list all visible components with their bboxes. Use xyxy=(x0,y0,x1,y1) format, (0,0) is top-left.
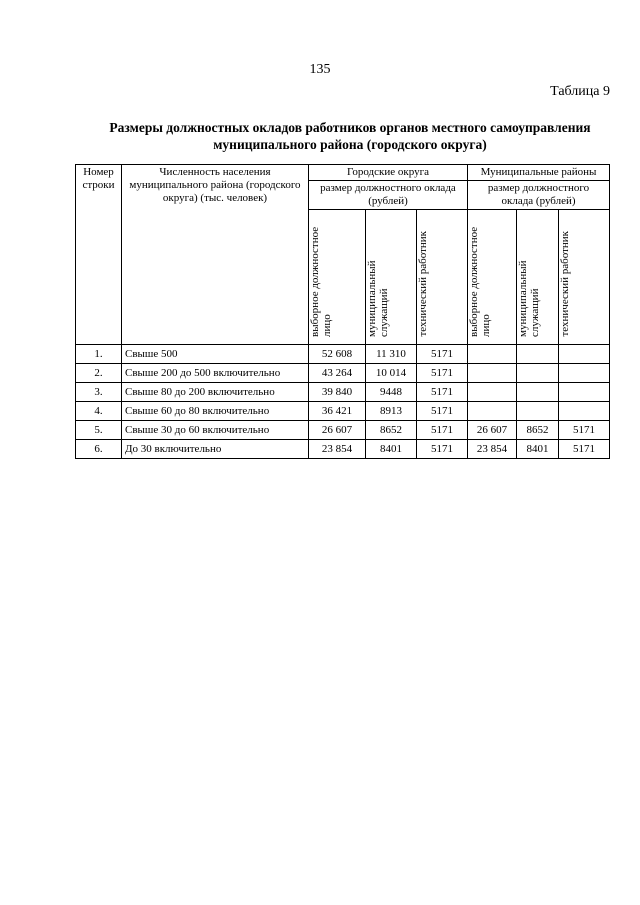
row-number: 1. xyxy=(76,345,122,364)
urban-technical-salary: 5171 xyxy=(417,383,468,402)
header-municipal-technical: технический работник xyxy=(559,210,610,345)
table-row xyxy=(76,440,610,459)
municipal-servant-salary: 8401 xyxy=(517,440,559,459)
urban-servant-salary: 8913 xyxy=(366,402,417,421)
municipal-servant-salary xyxy=(517,345,559,364)
municipal-technical-salary xyxy=(559,383,610,402)
header-municipal-servant: муниципальный служащий xyxy=(517,210,559,345)
header-municipal-elected: выборное должностное лицо xyxy=(468,210,517,345)
municipal-elected-salary: 26 607 xyxy=(468,421,517,440)
urban-elected-salary: 26 607 xyxy=(309,421,366,440)
urban-elected-salary: 36 421 xyxy=(309,402,366,421)
row-number: 2. xyxy=(76,364,122,383)
urban-servant-salary: 11 310 xyxy=(366,345,417,364)
population-range: Свыше 80 до 200 включительно xyxy=(122,383,309,402)
header-urban-technical: технический работник xyxy=(417,210,468,345)
title-line-1: Размеры должностных окладов работников органов местного самоуправления xyxy=(109,120,591,135)
urban-servant-salary: 10 014 xyxy=(366,364,417,383)
population-range: Свыше 60 до 80 включительно xyxy=(122,402,309,421)
urban-servant-salary: 8401 xyxy=(366,440,417,459)
municipal-technical-salary: 5171 xyxy=(559,421,610,440)
municipal-elected-salary xyxy=(468,383,517,402)
urban-elected-salary: 43 264 xyxy=(309,364,366,383)
table-label: Таблица 9 xyxy=(550,84,610,99)
urban-technical-salary: 5171 xyxy=(417,402,468,421)
header-population: Численность населения муниципального района (городского округа) (тыс. человек) xyxy=(122,165,309,345)
header-row-number: Номер строки xyxy=(76,165,122,345)
municipal-servant-salary xyxy=(517,364,559,383)
table-row xyxy=(76,345,610,364)
municipal-technical-salary xyxy=(559,402,610,421)
header-municipal-districts: Муниципальные районы xyxy=(468,165,610,181)
municipal-technical-salary: 5171 xyxy=(559,440,610,459)
table-row xyxy=(76,402,610,421)
urban-technical-salary: 5171 xyxy=(417,440,468,459)
title-line-2: муниципального района (городского округа) xyxy=(213,137,487,152)
table-row xyxy=(76,364,610,383)
urban-technical-salary: 5171 xyxy=(417,421,468,440)
row-number: 5. xyxy=(76,421,122,440)
urban-technical-salary: 5171 xyxy=(417,364,468,383)
table-row xyxy=(76,383,610,402)
municipal-elected-salary xyxy=(468,345,517,364)
header-urban-servant: муниципальный служащий xyxy=(366,210,417,345)
table-row xyxy=(76,421,610,440)
municipal-elected-salary xyxy=(468,402,517,421)
header-urban-elected: выборное должностное лицо xyxy=(309,210,366,345)
population-range: Свыше 200 до 500 включительно xyxy=(122,364,309,383)
document-title xyxy=(60,119,640,153)
municipal-elected-salary: 23 854 xyxy=(468,440,517,459)
municipal-servant-salary xyxy=(517,402,559,421)
urban-elected-salary: 39 840 xyxy=(309,383,366,402)
municipal-technical-salary xyxy=(559,364,610,383)
municipal-technical-salary xyxy=(559,345,610,364)
population-range: Свыше 500 xyxy=(122,345,309,364)
page-number: 135 xyxy=(309,62,331,77)
urban-servant-salary: 9448 xyxy=(366,383,417,402)
urban-technical-salary: 5171 xyxy=(417,345,468,364)
urban-elected-salary: 52 608 xyxy=(309,345,366,364)
salary-table xyxy=(75,164,610,459)
population-range: Свыше 30 до 60 включительно xyxy=(122,421,309,440)
header-salary-size-municipal: размер должностного оклада (рублей) xyxy=(468,181,610,210)
municipal-elected-salary xyxy=(468,364,517,383)
municipal-servant-salary: 8652 xyxy=(517,421,559,440)
row-number: 6. xyxy=(76,440,122,459)
population-range: До 30 включительно xyxy=(122,440,309,459)
municipal-servant-salary xyxy=(517,383,559,402)
header-salary-size-urban: размер должностного оклада (рублей) xyxy=(309,181,468,210)
urban-elected-salary: 23 854 xyxy=(309,440,366,459)
urban-servant-salary: 8652 xyxy=(366,421,417,440)
row-number: 4. xyxy=(76,402,122,421)
header-urban-districts: Городские округа xyxy=(309,165,468,181)
row-number: 3. xyxy=(76,383,122,402)
